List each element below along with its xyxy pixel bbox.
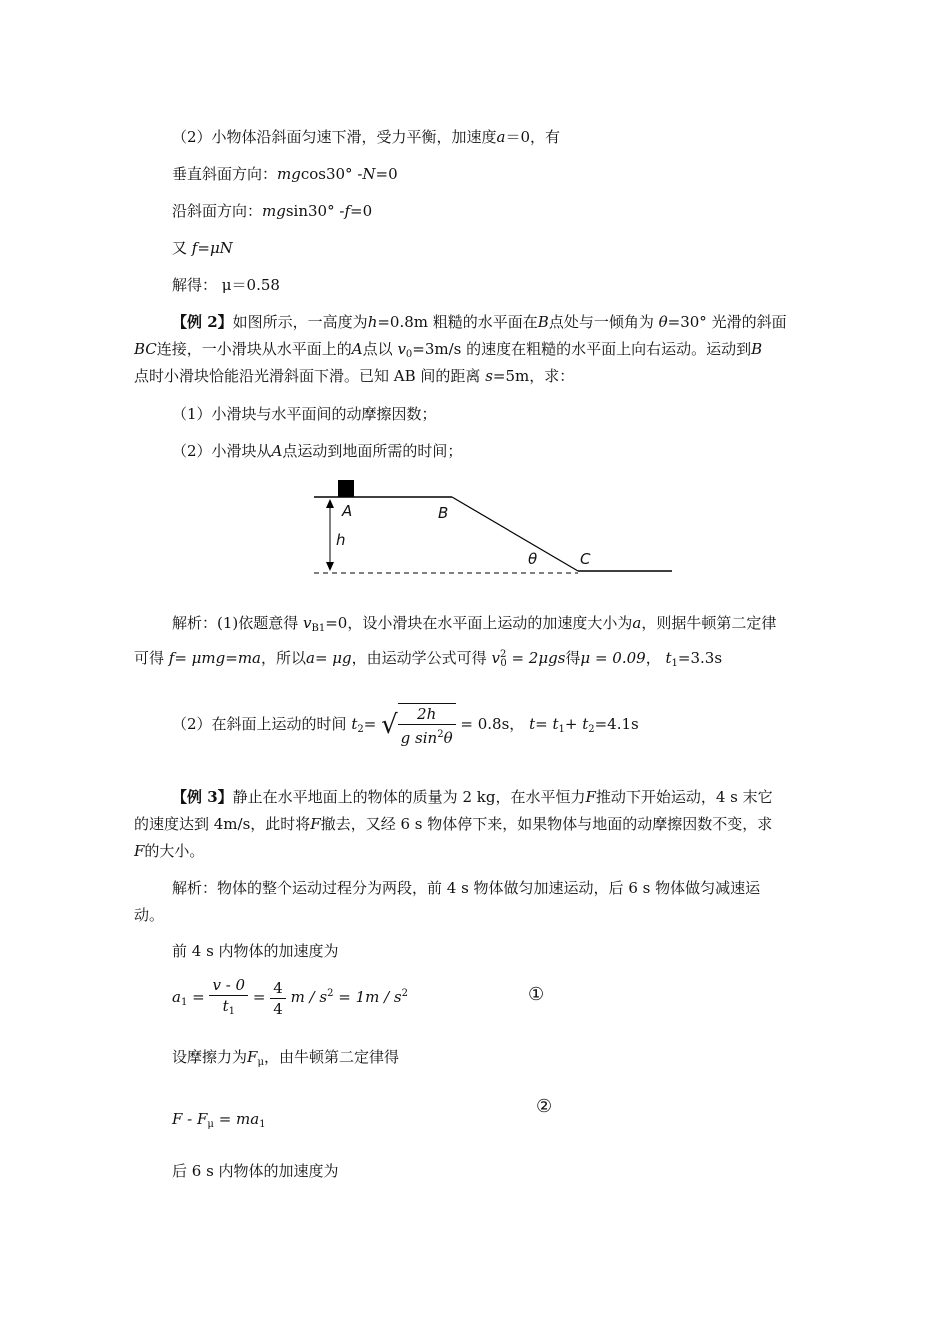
ex2-paragraph-line1: 【例 2】如图所示，一高度为h=0.8m 粗糙的水平面在B点处与一倾角为 θ=30° 光滑的斜面 <box>172 313 787 331</box>
ex3-solution-line2: 动。 <box>134 906 165 924</box>
label-A: A <box>342 502 353 520</box>
ex3-solution-line5: 后 6 s 内物体的加速度为 <box>172 1162 339 1180</box>
ex2-question-2: （2）小滑块从A点运动到地面所需的时间； <box>172 442 463 460</box>
height-arrow-head-bottom <box>326 562 334 571</box>
line-solution: 解得： μ＝0.58 <box>172 276 280 294</box>
equation-2-marker: ② <box>536 1096 553 1117</box>
ex2-solution-line1: 解析：(1)依题意得 $v_{B1}=0$，设小滑块在水平面上运动的加速度大小为a，则据牛顿第二定律 <box>172 614 777 634</box>
ex2-solution-line2: 可得 f= μmg=ma，所以a= μg，由运动学公式可得 $v^2_0 = 2\mu gs$得μ = 0.09， $t_1=3.3s$ <box>134 649 723 669</box>
line-perpendicular: 垂直斜面方向：mgcos30° -N=0 <box>172 165 398 183</box>
label-C: C <box>580 550 591 568</box>
label-h: h <box>336 531 346 549</box>
equation-1-marker: ① <box>528 984 545 1005</box>
line-parallel: 沿斜面方向：mgsin30° -f=0 <box>172 202 373 220</box>
ex3-paragraph-line2: 的速度达到 4m/s，此时将F撤去，又经 6 s 物体停下来，如果物体与地面的动摩擦因数不变，求 <box>134 815 773 833</box>
ex2-solution-line3: （2）在斜面上运动的时间 $t_2=$ √ $\frac{2h}{g \sin^2\theta}$ = 0.8s， $t= t_1+ t_2=4.1s$ <box>172 704 639 747</box>
label-B: B <box>438 504 449 522</box>
ex3-paragraph-line1: 【例 3】静止在水平地面上的物体的质量为 2 kg，在水平恒力F推动下开始运动，4 s 末它 <box>172 788 773 806</box>
incline-diagram <box>300 470 690 590</box>
ex2-paragraph-line3: 点时小滑块恰能沿光滑斜面下滑。已知 AB 间的距离 s=5m，求： <box>134 367 575 385</box>
line-friction-relation: 又 f=μN <box>172 239 233 257</box>
slider-block <box>338 480 354 497</box>
equation-1: $a_1$ = $\frac{v - 0}{t_1}$ = $\frac{4}{4}$ $m / s^2 = 1m / s^2$ <box>172 975 409 1018</box>
line-part2: （2）小物体沿斜面匀速下滑，受力平衡，加速度a＝0，有 <box>172 128 561 146</box>
ex3-solution-line3: 前 4 s 内物体的加速度为 <box>172 942 339 960</box>
ex3-paragraph-line3: F的大小。 <box>134 842 205 860</box>
ex3-solution-line1: 解析：物体的整个运动过程分为两段，前 4 s 物体做匀加速运动，后 6 s 物体做匀减速运 <box>172 879 761 897</box>
equation-2: $F - F_\mu = ma_1$ <box>172 1110 266 1130</box>
height-arrow-head-top <box>326 499 334 508</box>
ex2-question-1: （1）小滑块与水平面间的动摩擦因数； <box>172 405 437 423</box>
ex2-paragraph-line2: BC连接，一小滑块从水平面上的A点以 $v_0=3m/s$ 的速度在粗糙的水平面上向右运动。运动到B <box>134 340 763 360</box>
label-theta: θ <box>528 550 538 568</box>
sqrt-fraction: $\frac{2h}{g \sin^2\theta}$ <box>398 703 456 748</box>
ex3-solution-line4: 设摩擦力为$F_\mu$，由牛顿第二定律得 <box>172 1048 399 1068</box>
incline-line <box>452 497 578 571</box>
